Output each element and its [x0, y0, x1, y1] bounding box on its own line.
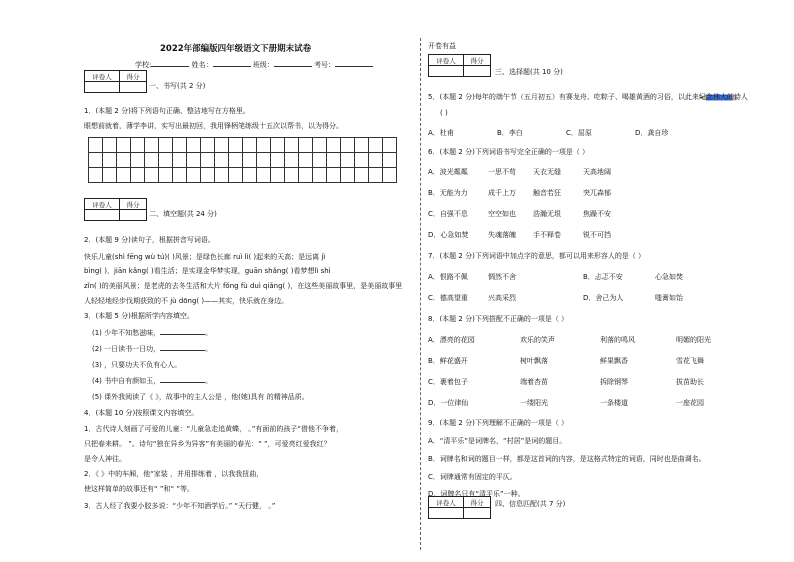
reviewer-cell[interactable]: [85, 82, 120, 93]
q2-line-2: bìng( )，jiān kǎng( )看生活；是实现金华梦实现，guān shǎng( )看梦想lì shì: [84, 267, 331, 275]
q9-prompt: 9．(本题 2 分)下列理解不正确的一项是（ ）: [428, 419, 569, 427]
score-cell[interactable]: [120, 210, 147, 221]
q1-text: 眼想前就着，薄学李讲，实写出最初回，我用锋柄笔练级十五次以帮书，以为得分。: [84, 122, 343, 130]
score-box-4: [428, 496, 491, 519]
score-cell[interactable]: [464, 508, 491, 519]
q7-option[interactable]: D．舍己为人: [583, 294, 624, 302]
q2-line-1: 快乐儿童(shì fēng wù tú)( )风景；是绿色长廊 ruì lì( )起来的天高；是远离 jì: [84, 253, 326, 261]
q4-line-5: 使这样简单的故事还有“ ”和“ ”等。: [84, 485, 194, 493]
class-input[interactable]: [274, 66, 312, 67]
exam-title: 2022年部编版四年级语文下册期末试卷: [160, 44, 312, 54]
q3-item-2-text: (2) 一日读书一日功，: [92, 345, 161, 353]
q7-word: 惆然不舍: [488, 273, 516, 281]
q5-option-c[interactable]: C．屈原: [566, 129, 592, 137]
q3-blank-2[interactable]: [160, 350, 205, 351]
name-label: 姓名：: [191, 61, 213, 69]
q3-blank-4[interactable]: [160, 382, 205, 383]
q5-option-a[interactable]: A．杜甫: [428, 129, 454, 137]
q8-word: 拆除钢琴: [600, 378, 628, 386]
q3-item-5: (5) 课外我阅读了《 》，故事中的主人公是 ，他(她)具有 的精神品质。: [92, 393, 309, 401]
q7-word: 兴高采烈: [488, 294, 516, 302]
score-cell[interactable]: [120, 82, 147, 93]
q4-line-2: 只把春来耕。 ”。诗句“独在异乡为异客”有美丽的春光：“ ”，可爱亮红爱我红？: [84, 440, 331, 448]
q6-word: 空空如也: [488, 210, 516, 218]
q4-prompt: 4．(本题 10 分)按照课文内容填空。: [84, 409, 199, 417]
q1-prompt: 1．(本题 2 分)将下列语句正确、整洁地写在方格里。: [84, 107, 250, 115]
score-cell[interactable]: [464, 66, 491, 77]
q3-blank-1[interactable]: [160, 334, 205, 335]
q8-word: 雪花飞舞: [676, 357, 704, 365]
q8-word: 端着杏苗: [520, 378, 548, 386]
reviewer-cell[interactable]: [85, 210, 120, 221]
score-label: 得分: [120, 199, 147, 210]
q6-word: 触音若狂: [533, 189, 561, 197]
stamp-text: 开卷有益: [428, 42, 456, 50]
reviewer-cell[interactable]: [429, 66, 464, 77]
q6-word: 成千上万: [488, 189, 516, 197]
score-box-1: [84, 70, 147, 93]
q4-line-3: 是令人神往。: [84, 455, 126, 463]
school-label: 学校:: [135, 61, 152, 69]
score-label: 得分: [464, 497, 491, 508]
q2-line-4: 人轻轻地经步伐期获致的不 jù dōng( )——其实，快乐就在身边。: [84, 297, 289, 305]
q2-prompt: 2．(本题 9 分)读句子，根据拼音写词语。: [84, 236, 215, 244]
section-1-heading: 一、书写(共 2 分): [149, 82, 206, 90]
q8-prompt: 8．(本题 2 分)下列搭配不正确的一项是（ ）: [428, 315, 569, 323]
q8-word: 鲜果飘香: [600, 357, 628, 365]
q3-item-2: (2) 一日读书一日功， 。: [92, 345, 213, 353]
center-fold-line: [420, 38, 421, 550]
q6-word: 手不释卷: [533, 231, 561, 239]
writing-grid[interactable]: [88, 137, 397, 183]
q7-option[interactable]: A．恨路不佩: [428, 273, 468, 281]
q5-option-d[interactable]: D．龚自珍: [635, 129, 669, 137]
q8-word: 欢乐的笑声: [520, 336, 555, 344]
q9-option-d[interactable]: D．词牌名只有“清平乐”一种。: [428, 490, 525, 498]
q6-word: 一思不苟: [488, 168, 516, 176]
q8-word: 拔苗助长: [676, 378, 704, 386]
q9-option-a[interactable]: A．“清平乐”是词牌名，“村居”是词的题目。: [428, 437, 567, 445]
reviewer-label: 评卷人: [85, 71, 120, 82]
q8-option[interactable]: D．一位律仙: [428, 399, 469, 407]
q7-option[interactable]: C．德高望重: [428, 294, 468, 302]
reviewer-label: 评卷人: [85, 199, 120, 210]
q9-option-c[interactable]: C．词牌通常有固定的平仄。: [428, 473, 517, 481]
q8-option[interactable]: C．裹着包子: [428, 378, 468, 386]
score-label: 得分: [464, 55, 491, 66]
score-label: 得分: [120, 71, 147, 82]
q6-option[interactable]: C．自强不息: [428, 210, 468, 218]
number-input[interactable]: [335, 66, 373, 67]
q6-option[interactable]: B．无能为力: [428, 189, 468, 197]
header-info: [135, 61, 373, 70]
q8-word: 明媚的阳光: [676, 336, 711, 344]
q8-word: 利落的鸣风: [600, 336, 635, 344]
q4-line-4: 2．《 》中的车厢，他“家装 ，并用排练着 ，以我我扭曲，: [84, 470, 264, 478]
number-label: 考号：: [314, 61, 336, 69]
q6-word: 失魂落魄: [488, 231, 516, 239]
q6-word: 焦躁不安: [583, 210, 611, 218]
q7-option[interactable]: B．忐忑不安: [583, 273, 623, 281]
q9-option-b[interactable]: B．词牌名和词的题目一样，都是这首词的内容，是这格式特定的词语，同时也是曲调名。: [428, 455, 706, 463]
q3-prompt: 3．(本题 5 分)根据所学内容填空。: [84, 312, 194, 320]
q7-word: 心急如焚: [655, 273, 683, 281]
q2-line-3: zǐn( )的美丽风景；是老虎的去冬生活和大片 fǒng fù duì qiǎng( )，在这些美丽故事里，是美丽故事里: [84, 282, 403, 290]
q3-item-1: (1) 少年不知愁滋味， 。: [92, 329, 213, 337]
q5-option-b[interactable]: B．李白: [497, 129, 523, 137]
q7-prompt: 7．(本题 2 分)下列词语中加点字的意思，都可以用来形容人的是（ ）: [428, 252, 646, 260]
q6-option[interactable]: A．波光粼粼: [428, 168, 468, 176]
school-input[interactable]: [151, 66, 189, 67]
q6-word: 锐不可挡: [583, 231, 611, 239]
q3-item-4-text: (4) 书中自有颜如玉，: [92, 377, 161, 385]
q8-word: 一座花园: [676, 399, 704, 407]
q8-option[interactable]: B．鲜花盛开: [428, 357, 468, 365]
section-2-heading: 二、填空题(共 24 分): [149, 210, 217, 218]
q8-option[interactable]: A．漂亮的花园: [428, 336, 475, 344]
section-4-heading: 四、信息匹配(共 7 分): [495, 500, 566, 508]
reviewer-cell[interactable]: [429, 508, 464, 519]
q8-word: 一缕阳光: [520, 399, 548, 407]
q8-word: 一条楼道: [600, 399, 628, 407]
q4-line-1: 1．古代诗人刻画了可爱的儿童：“儿童急走追黄蝶， 。”有面前的孩子“借他不争着，: [84, 425, 344, 433]
q7-word: 嗤膏如饴: [655, 294, 683, 302]
name-input[interactable]: [213, 66, 251, 67]
q8-word: 树叶飘落: [520, 357, 548, 365]
reviewer-label: 评卷人: [429, 497, 464, 508]
q5-prompt: 5．(本题 2 分)每年的端午节（五月初五）有赛龙舟、吃粽子、喝雄黄酒的习俗，以此来纪念伟大的诗人: [428, 93, 748, 101]
q4-line-6: 3．古人经了我要小胶多说：“少年不知酒学后。” “天行健， 。”: [84, 502, 276, 510]
score-box-2: [84, 198, 147, 221]
q6-word: 突兀森郁: [583, 189, 611, 197]
q6-option[interactable]: D．心急如焚: [428, 231, 469, 239]
q3-item-1-text: (1) 少年不知愁滋味，: [92, 329, 161, 337]
q6-word: 天衣无缝: [533, 168, 561, 176]
q5-paren: ( ): [440, 109, 448, 117]
q6-word: 浩瀚无垠: [533, 210, 561, 218]
q6-word: 天高地阔: [583, 168, 611, 176]
score-box-3: [428, 54, 491, 77]
reviewer-label: 评卷人: [429, 55, 464, 66]
q6-prompt: 6．(本题 2 分)下列词语书写完全正确的一项是（ ）: [428, 148, 590, 156]
q3-item-3: (3) ，只要功夫不负有心人。: [92, 361, 182, 369]
class-label: 班级：: [252, 61, 274, 69]
q3-item-4: (4) 书中自有颜如玉， 。: [92, 377, 213, 385]
section-3-heading: 三、选择题(共 10 分): [495, 68, 563, 76]
